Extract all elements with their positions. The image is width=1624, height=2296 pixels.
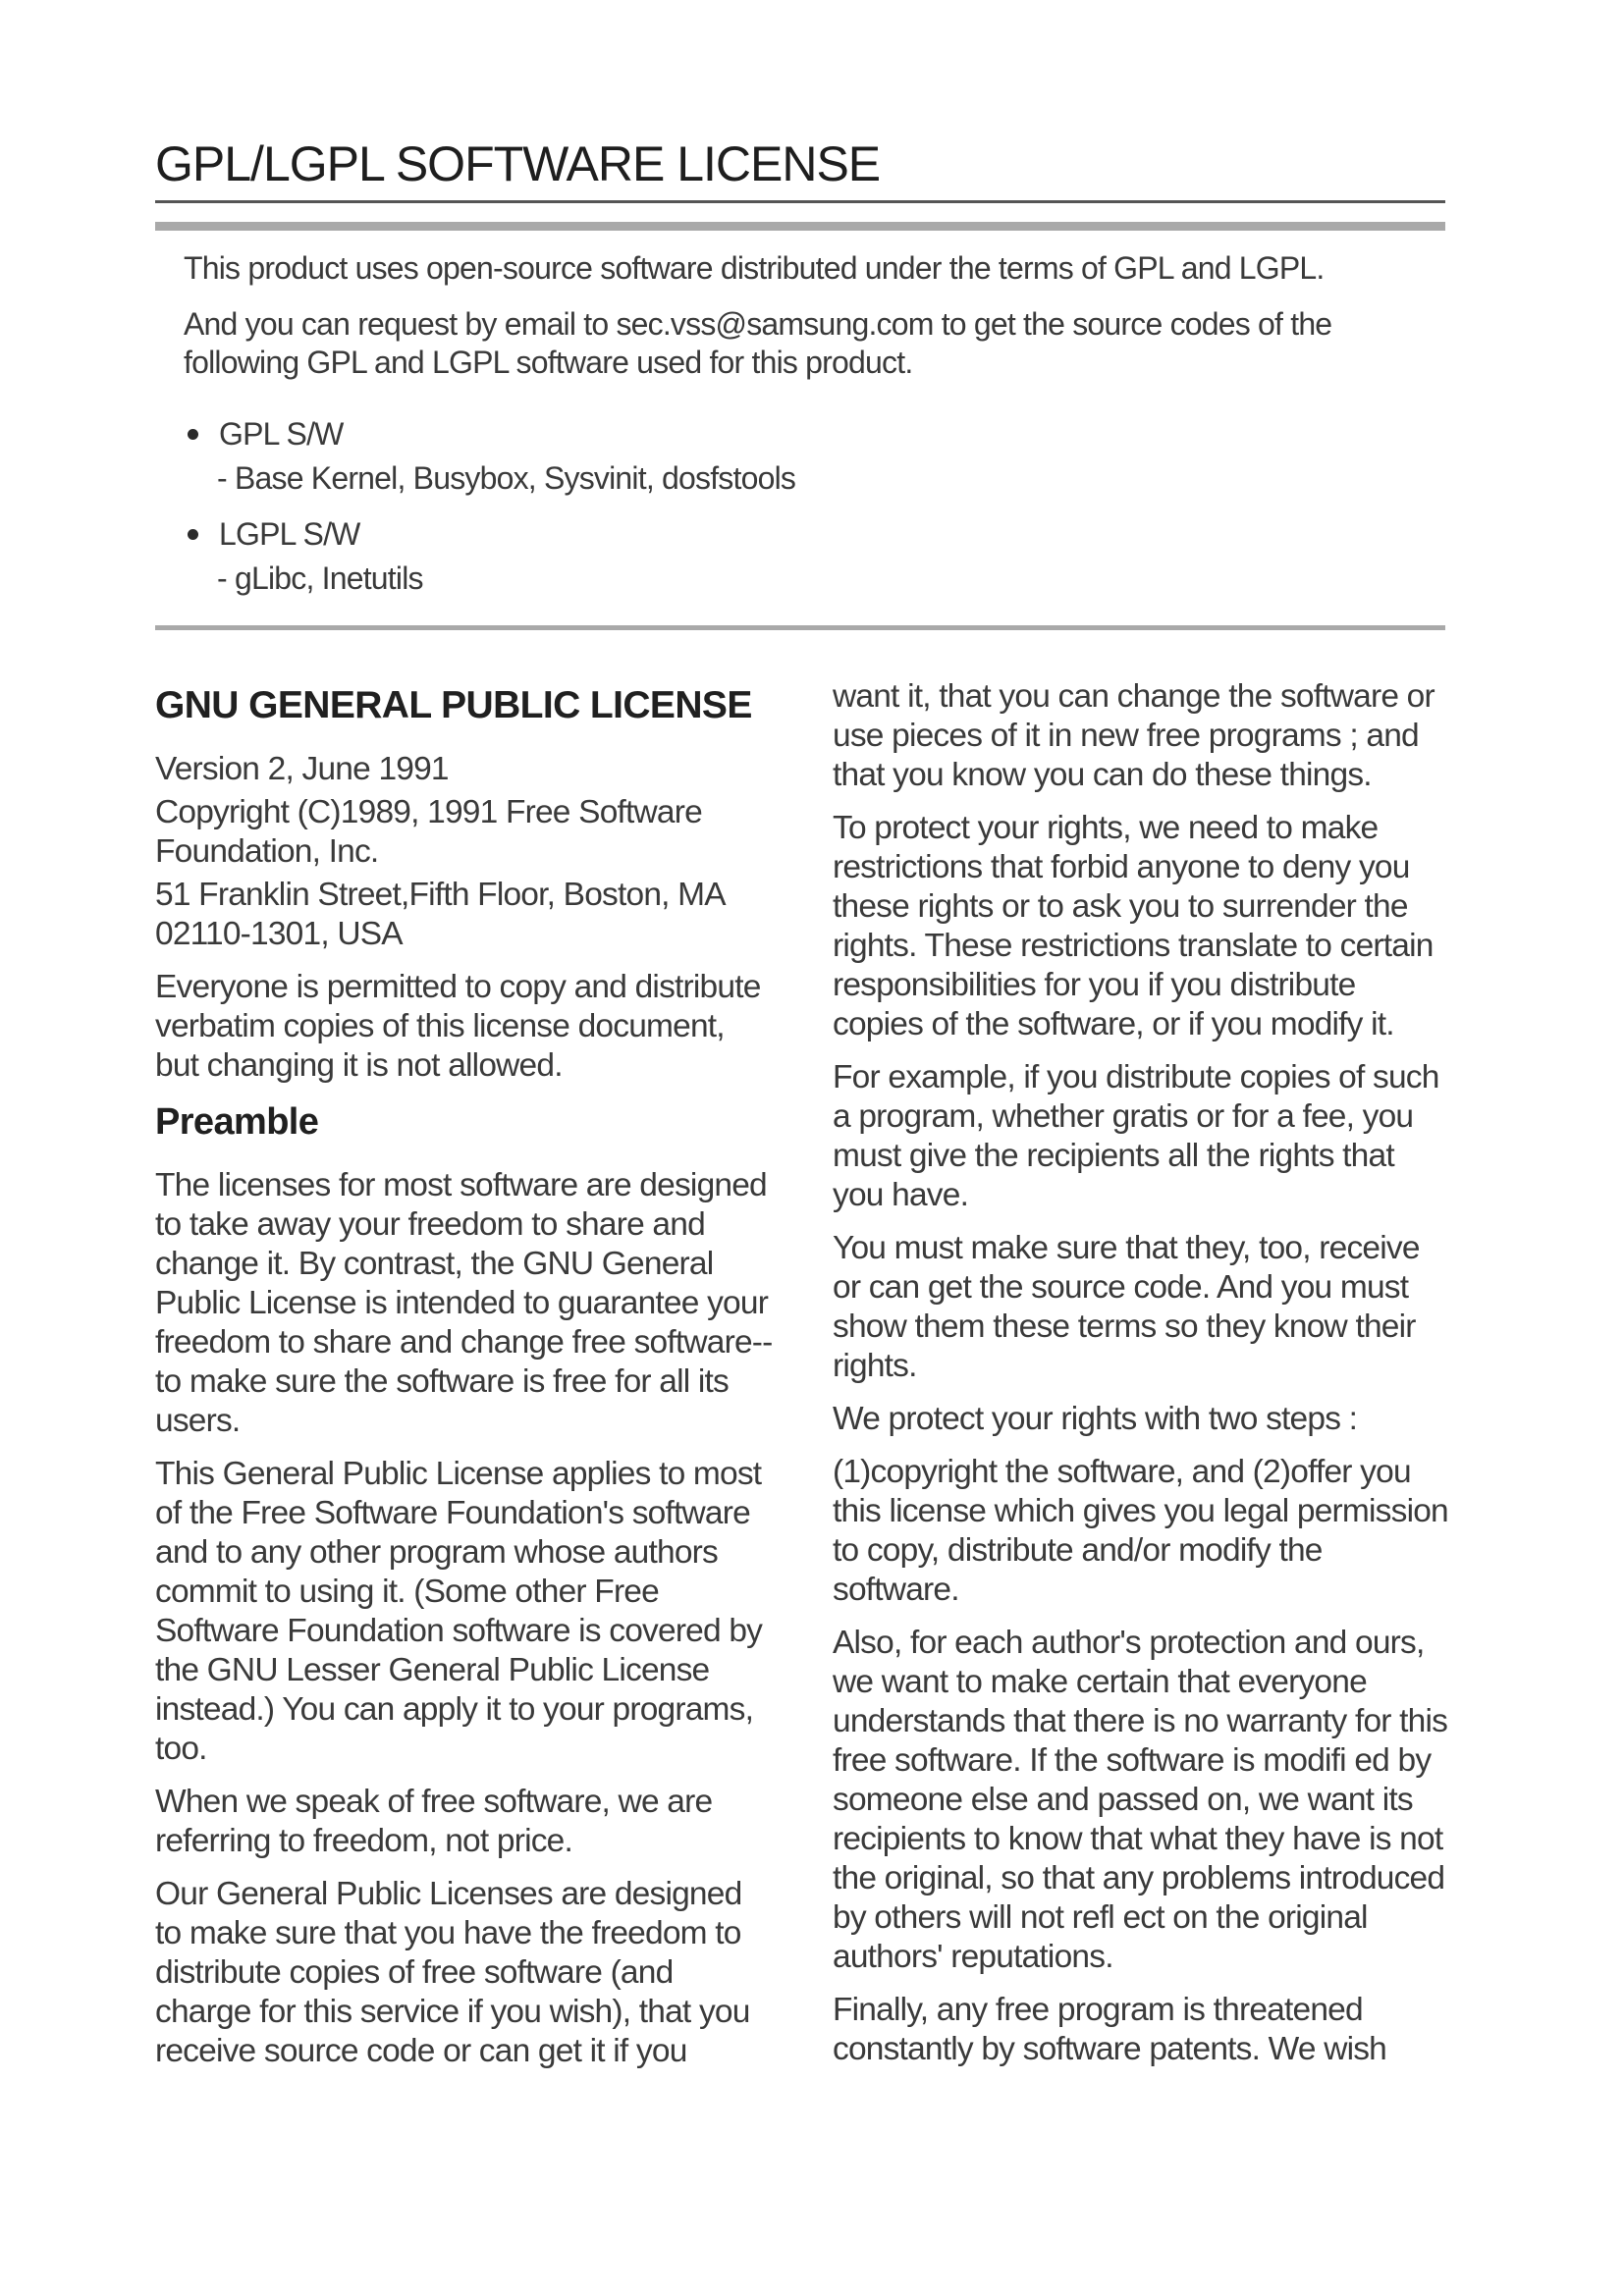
license-permission: Everyone is permitted to copy and distribute verbatim copies of this license document, but changing it is not allowed. xyxy=(155,969,761,1084)
license-address: 51 Franklin Street,Fifth Floor, Boston, MA 02110-1301, USA xyxy=(155,877,724,952)
lgpl-label: LGPL S/W xyxy=(219,516,360,552)
lgpl-items: - gLibc, Inetutils xyxy=(217,561,423,596)
paragraph: When we speak of free software, we are referring to freedom, not price. xyxy=(155,1784,713,1859)
paragraph: To protect your rights, we need to make restrictions that forbid anyone to deny you these rights or to ask you to surrender the rights. These restrictions translate to certain responsibilities for you if you distribute copies of the software, or if you modify it. xyxy=(833,810,1434,1042)
preamble-heading: Preamble xyxy=(155,1101,319,1143)
bullet-icon xyxy=(188,529,198,540)
paragraph: Our General Public Licenses are designed to make sure that you have the freedom to distribute copies of free software (and charge for this service if you wish), that you receive source code or can get it if you xyxy=(155,1876,750,2069)
title-divider-bar xyxy=(155,222,1445,231)
paragraph: The licenses for most software are designed to take away your freedom to share and change it. By contrast, the GNU General Public License is intended to guarantee your freedom to share and change free software-- to make sure the software is free for all its users. xyxy=(155,1167,773,1439)
paragraph: (1)copyright the software, and (2)offer you this license which gives you legal permission to copy, distribute and/or modify the software. xyxy=(833,1454,1448,1608)
paragraph: For example, if you distribute copies of such a program, whether gratis or for a fee, you must give the recipients all the rights that you have. xyxy=(833,1059,1439,1213)
intro-paragraph-2: And you can request by email to sec.vss@samsung.com to get the source codes of the following GPL and LGPL software used for this product. xyxy=(184,306,1332,380)
paragraph: Also, for each author's protection and ours, we want to make certain that everyone understands that there is no warranty for this free software. If the software is modifi ed by someone else and passed on, we want its recipients to know that what they have is not the original, so that any problems introduced by others will not refl ect on the original authors' reputations. xyxy=(833,1625,1448,1975)
list-item-gpl xyxy=(184,415,1440,498)
gpl-label: GPL S/W xyxy=(219,416,344,452)
paragraph: We protect your rights with two steps : xyxy=(833,1401,1358,1437)
license-heading: GNU GENERAL PUBLIC LICENSE xyxy=(155,684,752,726)
intro-paragraph-1: This product uses open-source software distributed under the terms of GPL and LGPL. xyxy=(184,250,1325,286)
intro-section xyxy=(184,249,1440,615)
paragraph: want it, that you can change the software or use pieces of it in new free programs ; and that you know you can do these things. xyxy=(833,678,1435,793)
software-list xyxy=(184,415,1440,598)
gpl-items: - Base Kernel, Busybox, Sysvinit, dosfstools xyxy=(217,460,796,496)
section-divider xyxy=(155,625,1445,630)
gpl-heading xyxy=(184,415,1440,454)
license-column-left xyxy=(155,677,774,2085)
page-title: GPL/LGPL SOFTWARE LICENSE xyxy=(155,136,881,191)
bullet-icon xyxy=(188,429,198,440)
paragraph: You must make sure that they, too, receive or can get the source code. And you must show them these terms so they know their rights. xyxy=(833,1230,1420,1384)
title-underline xyxy=(155,200,1445,203)
license-column-right xyxy=(833,677,1451,2083)
list-item-lgpl xyxy=(184,515,1440,598)
lgpl-heading xyxy=(184,515,1440,554)
license-version: Version 2, June 1991 xyxy=(155,751,449,787)
paragraph: This General Public License applies to most of the Free Software Foundation's software and to any other program whose authors commit to using it. (Some other Free Software Foundation software is covered by the GNU Lesser General Public License instead.) You can apply it to your programs, too. xyxy=(155,1456,763,1767)
license-copyright: Copyright (C)1989, 1991 Free Software Foundation, Inc. xyxy=(155,794,702,870)
paragraph: Finally, any free program is threatened constantly by software patents. We wish xyxy=(833,1992,1387,2067)
